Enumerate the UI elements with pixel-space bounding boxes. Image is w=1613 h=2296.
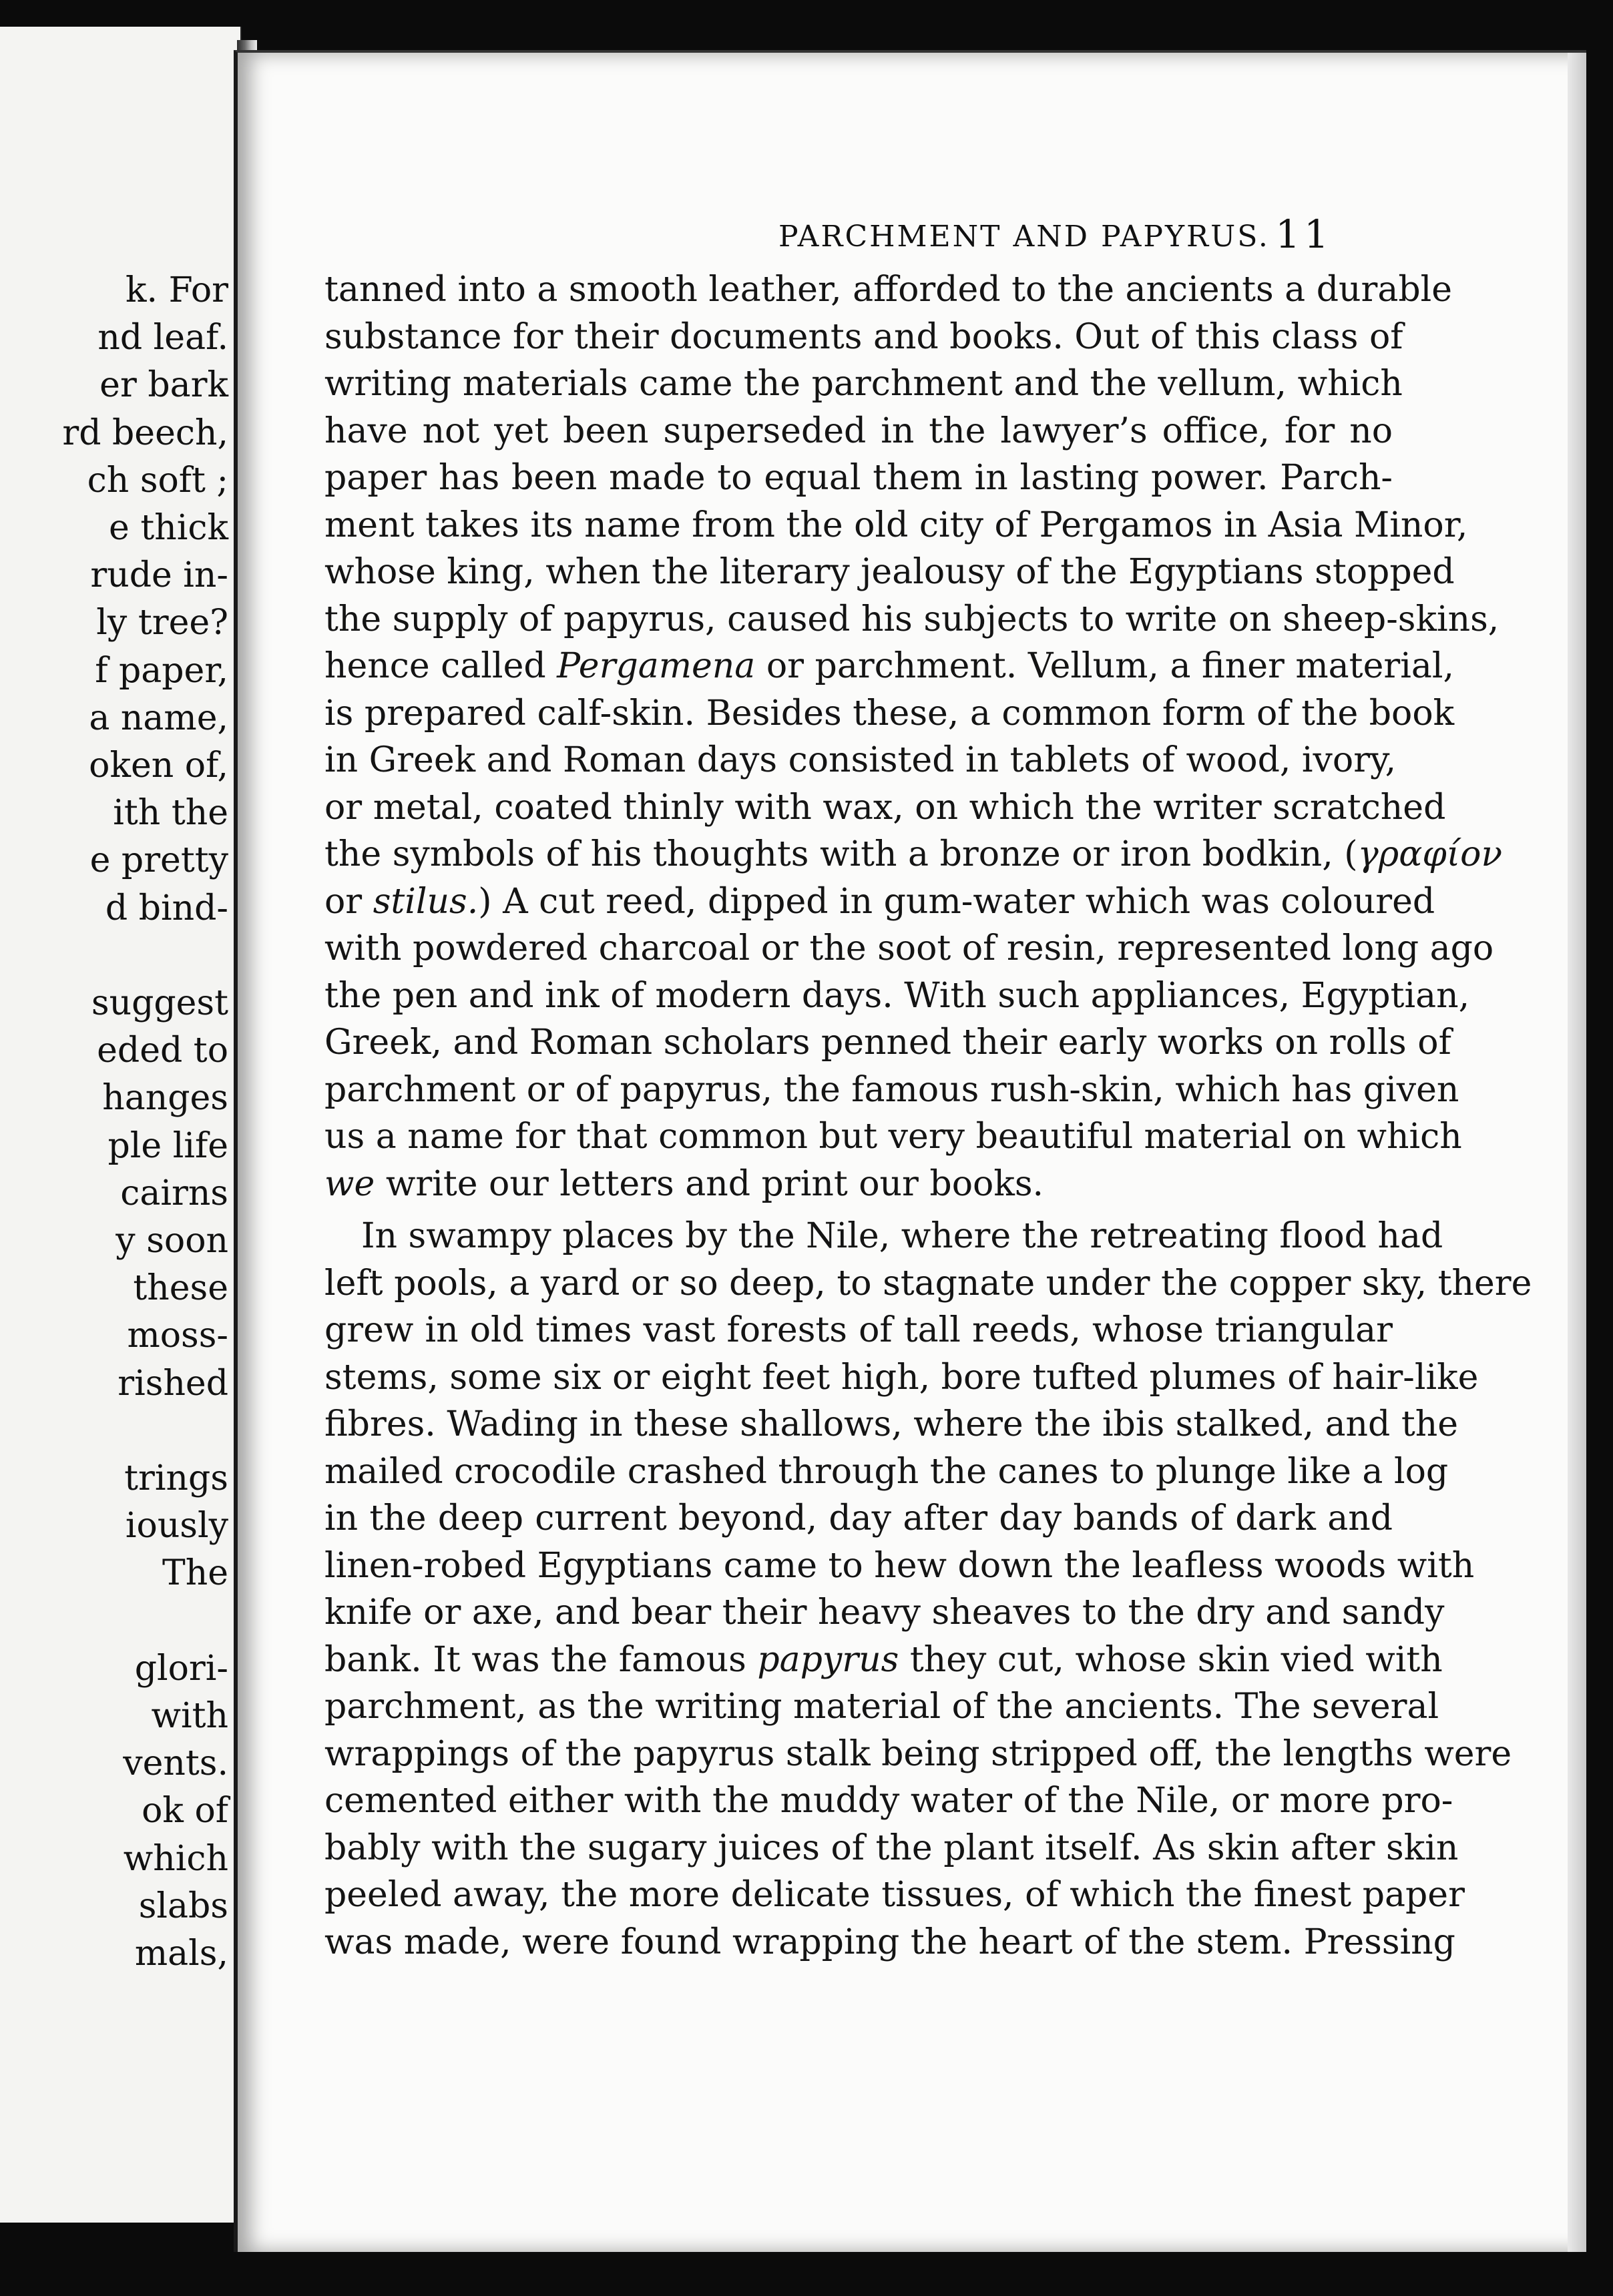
- text-line: with powdered charcoal or the soot of resin, represented long ago: [324, 928, 1494, 968]
- left-page-line: cairns: [120, 1173, 228, 1213]
- text-segment: ) A cut reed, dipped in gum-water which was coloured: [478, 881, 1435, 922]
- text-segment: write our letters and print our books.: [375, 1163, 1044, 1204]
- italic-term-stilus: stilus.: [373, 881, 479, 922]
- greek-term-graphion: γραφίον: [1357, 834, 1503, 874]
- text-line: left pools, a yard or so deep, to stagnate under the copper sky, there: [324, 1263, 1532, 1304]
- left-page-line: moss-: [127, 1316, 228, 1356]
- text-line: tanned into a smooth leather, afforded to the ancients a durable: [324, 270, 1453, 310]
- left-page-line: suggest: [91, 983, 228, 1023]
- text-line: paper has been made to equal them in lasting power. Parch-: [324, 458, 1393, 498]
- text-line: cemented either with the muddy water of the Nile, or more pro-: [324, 1781, 1453, 1821]
- left-page-line: iously: [125, 1506, 228, 1546]
- left-page-line: oken of,: [89, 746, 228, 786]
- text-line: is prepared calf-skin. Besides these, a common form of the book: [324, 693, 1455, 734]
- text-line: was made, were found wrapping the heart of the stem. Pressing: [324, 1922, 1455, 1962]
- text-line: writing materials came the parchment and the vellum, which: [324, 364, 1403, 404]
- italic-term-papyrus: papyrus: [757, 1639, 899, 1680]
- text-line: in the deep current beyond, day after day bands of dark and: [324, 1498, 1393, 1538]
- book-page: [234, 50, 1586, 2252]
- left-page-line: k. For: [126, 270, 228, 310]
- left-page-line: glori-: [134, 1648, 228, 1689]
- text-segment: bank. It was the famous: [324, 1639, 758, 1680]
- text-segment: or parchment. Vellum, a finer material,: [755, 646, 1454, 686]
- left-page-line: d bind-: [105, 888, 228, 928]
- text-line: [324, 643, 1454, 690]
- text-line: linen-robed Egyptians came to hew down the leafless woods with: [324, 1545, 1475, 1586]
- text-line: stems, some six or eight feet high, bore tufted plumes of hair-like: [324, 1357, 1479, 1398]
- text-line: parchment or of papyrus, the famous rush-skin, which has given: [324, 1069, 1459, 1110]
- left-page-line: which: [123, 1838, 228, 1879]
- left-page-line: a name,: [89, 697, 228, 738]
- italic-term-pergamena: Pergamena: [557, 646, 756, 686]
- text-line: [324, 878, 1435, 926]
- text-line: [324, 831, 1503, 878]
- left-page-line: trings: [124, 1458, 228, 1498]
- text-line: whose king, when the literary jealousy of the Egyptians stopped: [324, 552, 1455, 592]
- text-line: have not yet been superseded in the lawyer’s office, for no: [324, 410, 1393, 451]
- text-line: fibres. Wading in these shallows, where the ibis stalked, and the: [324, 1404, 1458, 1444]
- text-line: ment takes its name from the old city of Pergamos in Asia Minor,: [324, 505, 1468, 545]
- text-segment: they cut, whose skin vied with: [899, 1639, 1443, 1680]
- left-page-line: rude in-: [90, 555, 228, 596]
- text-line: mailed crocodile crashed through the canes to plunge like a log: [324, 1451, 1449, 1492]
- text-line: peeled away, the more delicate tissues, of which the finest paper: [324, 1875, 1465, 1915]
- text-line: bably with the sugary juices of the plant itself. As skin after skin: [324, 1827, 1459, 1868]
- text-line: in Greek and Roman days consisted in tablets of wood, ivory,: [324, 740, 1397, 780]
- left-page-line: ple life: [107, 1125, 228, 1166]
- text-line: the pen and ink of modern days. With such appliances, Egyptian,: [324, 975, 1470, 1016]
- text-line: us a name for that common but very beautiful material on which: [324, 1117, 1462, 1157]
- text-line: knife or axe, and bear their heavy sheaves to the dry and sandy: [324, 1593, 1445, 1633]
- text-line: parchment, as the writing material of the ancients. The several: [324, 1687, 1439, 1727]
- paragraph-2: [324, 1213, 1532, 1966]
- left-page-line: eded to: [97, 1031, 228, 1071]
- text-line: the supply of papyrus, caused his subjects to write on sheep-skins,: [324, 599, 1500, 639]
- left-page-line: e thick: [109, 508, 228, 548]
- text-line: substance for their documents and books. Out of this class of: [324, 316, 1403, 357]
- left-page-line: ok of: [142, 1791, 228, 1831]
- left-page-line: f paper,: [95, 650, 228, 691]
- left-page-line: y soon: [116, 1221, 228, 1261]
- left-page-line: rished: [118, 1363, 228, 1404]
- italic-term-we: we: [324, 1163, 375, 1204]
- page-number: 11: [1275, 212, 1333, 257]
- text-line: grew in old times vast forests of tall reeds, whose triangular: [324, 1310, 1393, 1350]
- left-page-line: vents.: [123, 1743, 228, 1784]
- text-line: or metal, coated thinly with wax, on which the writer scratched: [324, 787, 1446, 828]
- running-title: PARCHMENT AND PAPYRUS.: [778, 220, 1270, 254]
- left-page-line: with: [151, 1696, 228, 1736]
- text-segment: or: [324, 881, 373, 922]
- text-line: [324, 1161, 1393, 1208]
- text-line: wrappings of the papyrus stalk being stripped off, the lengths were: [324, 1733, 1512, 1774]
- left-page-line: ith the: [113, 793, 228, 834]
- text-segment: the symbols of his thoughts with a bronze or iron bodkin, (: [324, 834, 1358, 874]
- left-page-line: nd leaf.: [97, 318, 228, 358]
- left-page-line: ly tree?: [96, 603, 228, 643]
- body-text: [324, 266, 1532, 1966]
- text-segment: hence called: [324, 646, 557, 686]
- paragraph-1: [324, 266, 1503, 1207]
- left-page-line: e pretty: [89, 840, 228, 881]
- text-line: In swampy places by the Nile, where the retreating flood had: [361, 1216, 1443, 1256]
- left-page-line: ch soft ;: [87, 460, 228, 501]
- left-page-line: er bark: [99, 365, 228, 406]
- text-line: Greek, and Roman scholars penned their early works on rolls of: [324, 1023, 1451, 1063]
- left-page-line: rd beech,: [62, 412, 228, 453]
- left-page-line: these: [133, 1268, 228, 1309]
- left-page-line: slabs: [138, 1886, 228, 1926]
- left-page-line: The: [162, 1553, 228, 1594]
- left-page-line: mals,: [134, 1934, 228, 1974]
- page-edge: [1568, 53, 1586, 2252]
- left-page-line: hanges: [102, 1078, 228, 1119]
- left-page-fragment: [0, 27, 242, 2223]
- text-line: [324, 1637, 1443, 1684]
